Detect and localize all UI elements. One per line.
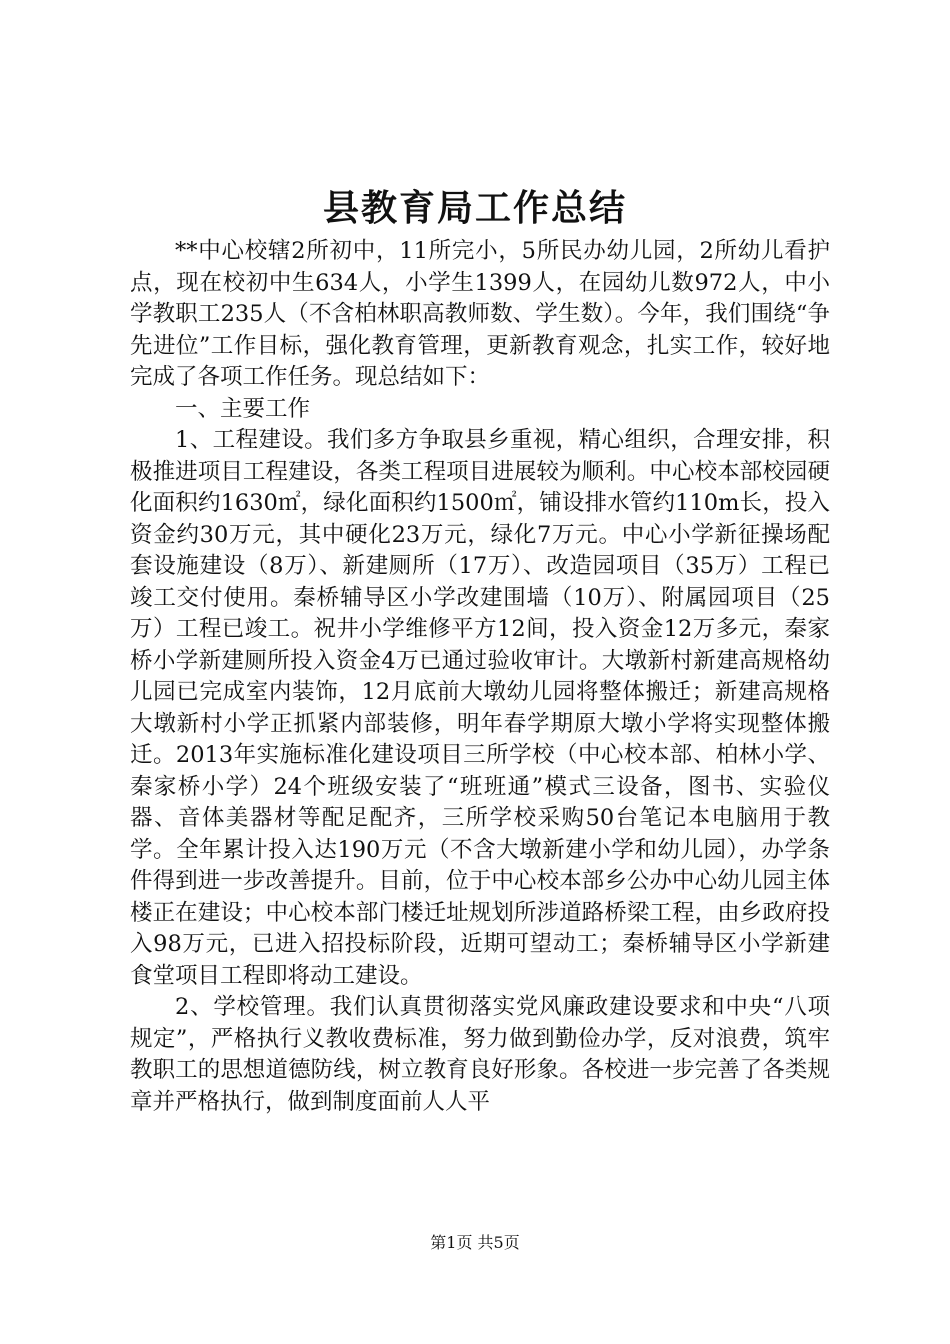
- paragraph-school-management: 2、学校管理。我们认真贯彻落实党风廉政建设要求和中央“八项规定”，严格执行义教收费标准，努力做到勤俭办学，反对浪费，筑牢教职工的思想道德防线，树立教育良好形象。各校进一步完善了各类规章并严格执行，做到制度面前人人平: [130, 994, 830, 1115]
- document-body: [130, 236, 830, 1118]
- section-heading-main-work: 一、主要工作: [175, 395, 311, 422]
- document-title: 县教育局工作总结: [322, 187, 627, 229]
- intro-paragraph: **中心校辖2所初中，11所完小，5所民办幼儿园，2所幼儿看护点，现在校初中生634人，小学生1399人，在园幼儿数972人，中小学教职工235人（不含柏林职高教师数、学生数）。今年，我们围绕“争先进位”工作目标，强化教育管理，更新教育观念，扎实工作，较好地完成了各项工作任务。现总结如下：: [130, 238, 830, 390]
- paragraph-engineering-construction: 1、工程建设。我们多方争取县乡重视，精心组织，合理安排，积极推进项目工程建设，各类工程项目进展较为顺利。中心校本部校园硬化面积约1630㎡，绿化面积约1500㎡，铺设排水管约110m长，投入资金约30万元，其中硬化23万元，绿化7万元。中心小学新征操场配套设施建设（8万）、新建厕所（17万）、改造园项目（35万）工程已竣工交付使用。秦桥辅导区小学改建围墙（10万）、附属园项目（25万）工程已竣工。祝井小学维修平方12间，投入资金12万多元，秦家桥小学新建厕所投入资金4万已通过验收审计。大墩新村新建高规格幼儿园已完成室内装饰，12月底前大墩幼儿园将整体搬迁；新建高规格大墩新村小学正抓紧内部装修，明年春学期原大墩小学将实现整体搬迁。2013年实施标准化建设项目三所学校（中心校本部、柏林小学、秦家桥小学）24个班级安装了“班班通”模式三设备，图书、实验仪器、音体美器材等配足配齐，三所学校采购50台笔记本电脑用于教学。全年累计投入达190万元（不含大墩新建小学和幼儿园），办学条件得到进一步改善提升。目前，位于中心校本部乡公办中心幼儿园主体楼正在建设；中心校本部门楼迁址规划所涉道路桥梁工程，由乡政府投入98万元，已进入招投标阶段，近期可望动工；秦桥辅导区小学新建食堂项目工程即将动工建设。: [130, 427, 830, 989]
- page-footer: 第1页 共5页: [430, 1233, 520, 1252]
